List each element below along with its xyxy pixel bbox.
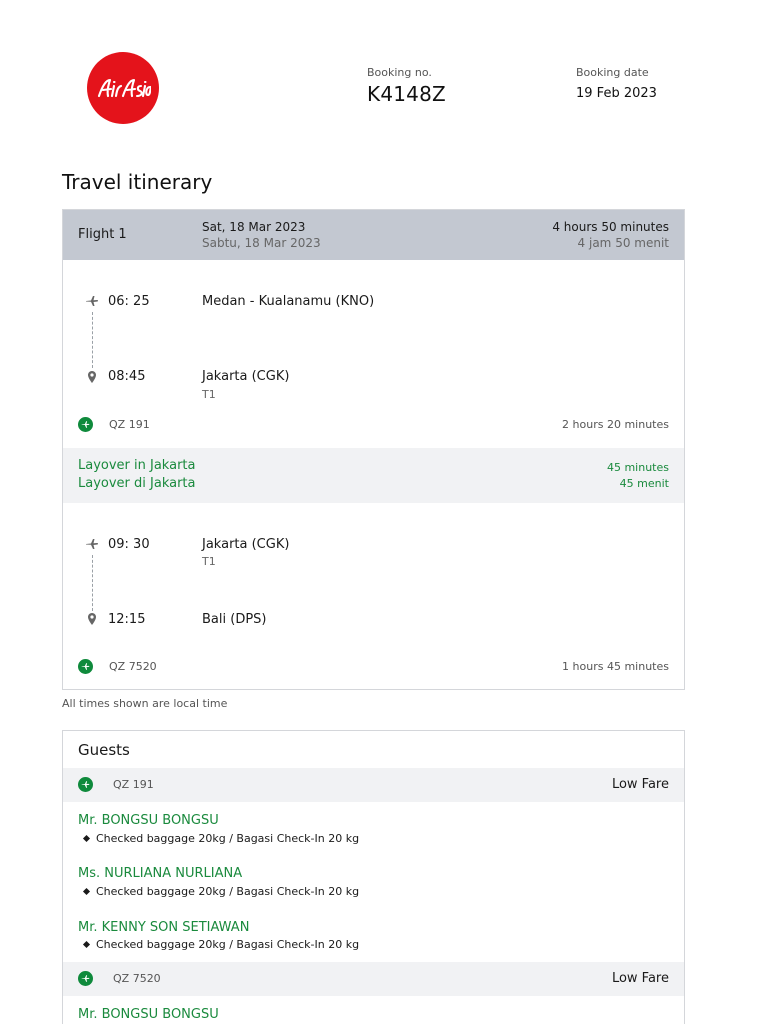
- guests-card: [62, 730, 685, 1024]
- flight-number: QZ 191: [113, 778, 154, 791]
- flight-date-alt: Sabtu, 18 Mar 2023: [202, 236, 321, 250]
- guest-name: Mr. BONGSU BONGSU: [78, 813, 219, 828]
- flight-number: QZ 7520: [113, 972, 161, 985]
- departure-time: 09: 30: [108, 537, 150, 552]
- carrier-icon: [78, 659, 93, 674]
- layover-label-alt: Layover di Jakarta: [78, 476, 196, 491]
- arrival-terminal: T1: [202, 388, 216, 401]
- layover-duration: 45 minutes: [606, 461, 669, 474]
- map-pin-icon: [85, 612, 99, 626]
- departure-time: 06: 25: [108, 294, 150, 309]
- baggage-text: Checked baggage 20kg / Bagasi Check-In 20 kg: [96, 885, 360, 898]
- guest-name: Mr. BONGSU BONGSU: [78, 1007, 219, 1022]
- segment-connector: [92, 555, 93, 611]
- guest-name: Ms. NURLIANA NURLIANA: [78, 866, 243, 881]
- flight-duration-alt: 4 jam 50 menit: [577, 236, 669, 250]
- itinerary-card: [62, 209, 685, 690]
- arrival-place: Jakarta (CGK): [202, 369, 290, 384]
- bullet-icon: [83, 888, 90, 895]
- fare-type: Low Fare: [611, 971, 669, 986]
- baggage-text: Checked baggage 20kg / Bagasi Check-In 20 kg: [96, 832, 360, 845]
- guest-baggage: [84, 832, 359, 845]
- airasia-logo-icon: [87, 52, 159, 124]
- booking-no-label: Booking no.: [367, 66, 432, 79]
- arrival-time: 12:15: [108, 612, 146, 627]
- segment-duration: 1 hours 45 minutes: [562, 660, 669, 673]
- guests-title: Guests: [78, 741, 130, 759]
- guest-flight-bar: [63, 768, 684, 802]
- baggage-text: Checked baggage 20kg / Bagasi Check-In 20 kg: [96, 938, 360, 951]
- departure-place: Medan - Kualanamu (KNO): [202, 294, 375, 309]
- arrival-time: 08:45: [108, 369, 146, 384]
- layover-band: [63, 448, 684, 503]
- layover-duration-alt: 45 menit: [619, 477, 669, 490]
- arrival-place: Bali (DPS): [202, 612, 267, 627]
- guest-name: Mr. KENNY SON SETIAWAN: [78, 920, 250, 935]
- plane-departure-icon: [85, 294, 99, 308]
- booking-date: 19 Feb 2023: [576, 86, 657, 101]
- carrier-icon: [78, 417, 93, 432]
- layover-label: Layover in Jakarta: [78, 458, 196, 473]
- segment-connector: [92, 312, 93, 368]
- departure-terminal: T1: [202, 555, 216, 568]
- guest-baggage: [84, 885, 359, 898]
- guest-baggage: [84, 938, 359, 951]
- flight-duration: 4 hours 50 minutes: [552, 220, 669, 234]
- flight-label: Flight 1: [78, 227, 127, 242]
- booking-number: K4148Z: [367, 82, 446, 106]
- page-title: Travel itinerary: [62, 170, 213, 194]
- departure-place: Jakarta (CGK): [202, 537, 290, 552]
- carrier-icon: [78, 777, 93, 792]
- segment-duration: 2 hours 20 minutes: [562, 418, 669, 431]
- fare-type: Low Fare: [611, 777, 669, 792]
- bullet-icon: [83, 941, 90, 948]
- carrier-icon: [78, 971, 93, 986]
- plane-departure-icon: [85, 537, 99, 551]
- guest-flight-bar: [63, 962, 684, 996]
- local-time-note: All times shown are local time: [62, 697, 228, 710]
- flight-number: QZ 191: [109, 418, 150, 431]
- logo-script-mark: [95, 74, 151, 102]
- bullet-icon: [83, 835, 90, 842]
- map-pin-icon: [85, 370, 99, 384]
- flight-header: [63, 210, 684, 260]
- flight-number: QZ 7520: [109, 660, 157, 673]
- flight-date: Sat, 18 Mar 2023: [202, 220, 306, 234]
- booking-date-label: Booking date: [576, 66, 649, 79]
